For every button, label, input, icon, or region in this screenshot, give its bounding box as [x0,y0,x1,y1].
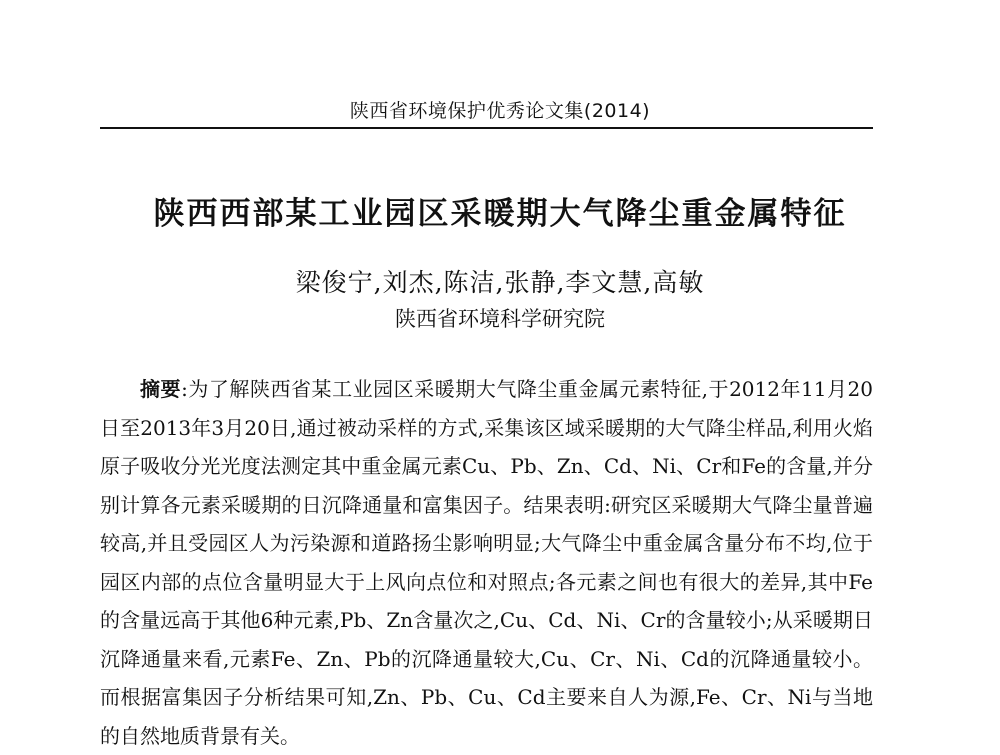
paper-title: 陕西西部某工业园区采暖期大气降尘重金属特征 [153,196,847,232]
affiliation: 陕西省环境科学研究院 [395,307,605,331]
running-header: 陕西省环境保护优秀论文集(2014) [349,100,651,122]
author-list: 梁俊宁,刘杰,陈洁,张静,李文慧,高敏 [295,268,705,297]
abstract-label: 摘要 [140,377,182,401]
abstract [100,370,873,755]
abstract-text: :为了解陕西省某工业园区采暖期大气降尘重金属元素特征,于2012年11月20日至2013年3月20日,通过被动采样的方式,采集该区域采暖期的大气降尘样品,利用火焰原子吸收分光光度法测定其中重金属元素Cu、Pb、Zn、Cd、Ni、Cr和Fe的含量,并分别计算各元素采暖期的日沉降通量和富集因子。结果表明:研究区采暖期大气降尘量普遍较高,并且受园区人为污染源和道路扬尘影响明显;大气降尘中重金属含量分布不均,位于园区内部的点位含量明显大于上风向点位和对照点;各元素之间也有很大的差异,其中Fe的含量远高于其他6种元素,Pb、Zn含量次之,Cu、Cd、Ni、Cr的含量较小;从采暖期日沉降通量来看,元素Fe、Zn、Pb的沉降通量较大,Cu、Cr、Ni、Cd的沉降通量较小。而根据富集因子分析结果可知,Zn、Pb、Cu、Cd主要来自人为源,Fe、Cr、Ni与当地的自然地质背景有关。 [100,377,873,748]
header-rule [100,127,873,129]
